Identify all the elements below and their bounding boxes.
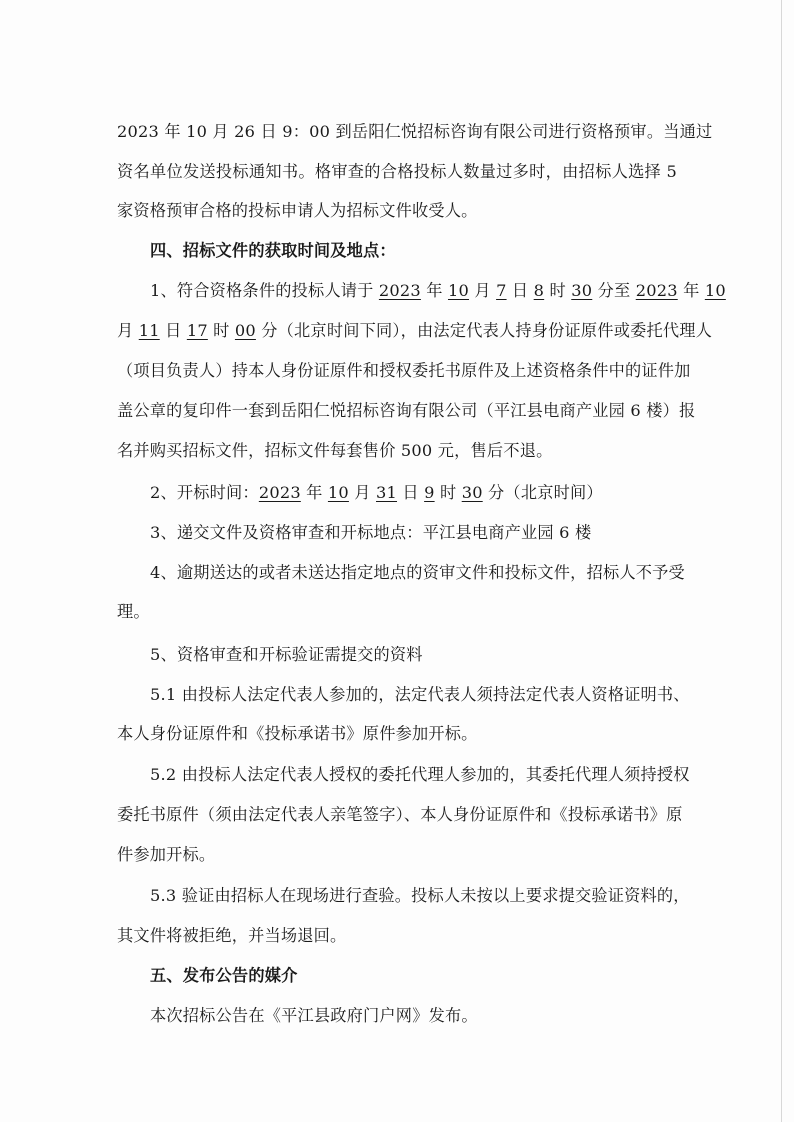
underlined-value: 31 [376, 483, 398, 502]
text-line-with-underlined-dates: 月 11 日 17 时 00 分（北京时间下同），由法定代表人持身份证原件或委托代理人 [117, 321, 713, 340]
text-line: 3、递交文件及资格审查和开标地点：平江县电商产业园 6 楼 [150, 523, 592, 542]
text-line: 5.2 由投标人法定代表人授权的委托代理人参加的，其委托代理人须持授权 [150, 765, 690, 784]
text-line: 盖公章的复印件一套到岳阳仁悦招标咨询有限公司（平江县电商产业园 6 楼）报 [117, 401, 696, 420]
text-line: 委托书原件（须由法定代表人亲笔签字）、本人身份证原件和《投标承诺书》原 [117, 805, 683, 824]
underlined-value: 30 [571, 281, 593, 300]
text-line: 2023 年 10 月 26 日 9：00 到岳阳仁悦招标咨询有限公司进行资格预审。当通过 [117, 122, 713, 141]
page-edge-rule [781, 0, 782, 1122]
text-line: 5.1 由投标人法定代表人参加的，法定代表人须持法定代表人资格证明书、 [150, 685, 690, 704]
underlined-value: 2023 [635, 281, 678, 300]
underlined-value: 2023 [258, 483, 301, 502]
text-line: 理。 [117, 602, 150, 621]
text-line-with-underlined-dates: 1、符合资格条件的投标人请于 2023 年 10 月 7 日 8 时 30 分至 2023 年 10 [150, 281, 726, 300]
text-line: 件参加开标。 [117, 845, 216, 864]
text-line-with-underlined-dates: 2、开标时间：2023 年 10 月 31 日 9 时 30 分（北京时间） [150, 483, 603, 502]
underlined-value: 9 [424, 483, 435, 502]
text-line: 4、逾期送达的或者未送达指定地点的资审文件和投标文件，招标人不予受 [150, 563, 685, 582]
text-line: 其文件将被拒绝，并当场退回。 [117, 926, 347, 945]
underlined-value: 8 [533, 281, 545, 300]
underlined-value: 2023 [378, 281, 421, 300]
text-line: 资名单位发送投标通知书。格审查的合格投标人数量过多时，由招标人选择 5 [117, 162, 677, 181]
text-line: 家资格预审合格的投标申请人为招标文件收受人。 [117, 201, 478, 220]
underlined-value: 7 [496, 281, 507, 300]
underlined-value: 10 [327, 483, 349, 502]
text-line: 名并购买招标文件，招标文件每套售价 500 元，售后不退。 [117, 441, 553, 460]
text-line: 5、资格审查和开标验证需提交的资料 [150, 645, 423, 664]
text-line: （项目负责人）持本人身份证原件和授权委托书原件及上述资格条件中的证件加 [117, 361, 691, 380]
text-line: 本次招标公告在《平江县政府门户网》发布。 [150, 1006, 478, 1025]
underlined-value: 10 [704, 281, 726, 300]
section-heading-4: 四、招标文件的获取时间及地点： [150, 241, 396, 260]
underlined-value: 00 [234, 321, 256, 340]
underlined-value: 10 [447, 281, 469, 300]
section-heading-5: 五、发布公告的媒介 [150, 966, 298, 985]
text-line: 本人身份证原件和《投标承诺书》原件参加开标。 [117, 724, 478, 743]
underlined-value: 17 [186, 321, 208, 340]
underlined-value: 11 [138, 321, 160, 340]
text-line: 5.3 验证由招标人在现场进行查验。投标人未按以上要求提交验证资料的， [150, 886, 690, 905]
underlined-value: 30 [461, 483, 483, 502]
